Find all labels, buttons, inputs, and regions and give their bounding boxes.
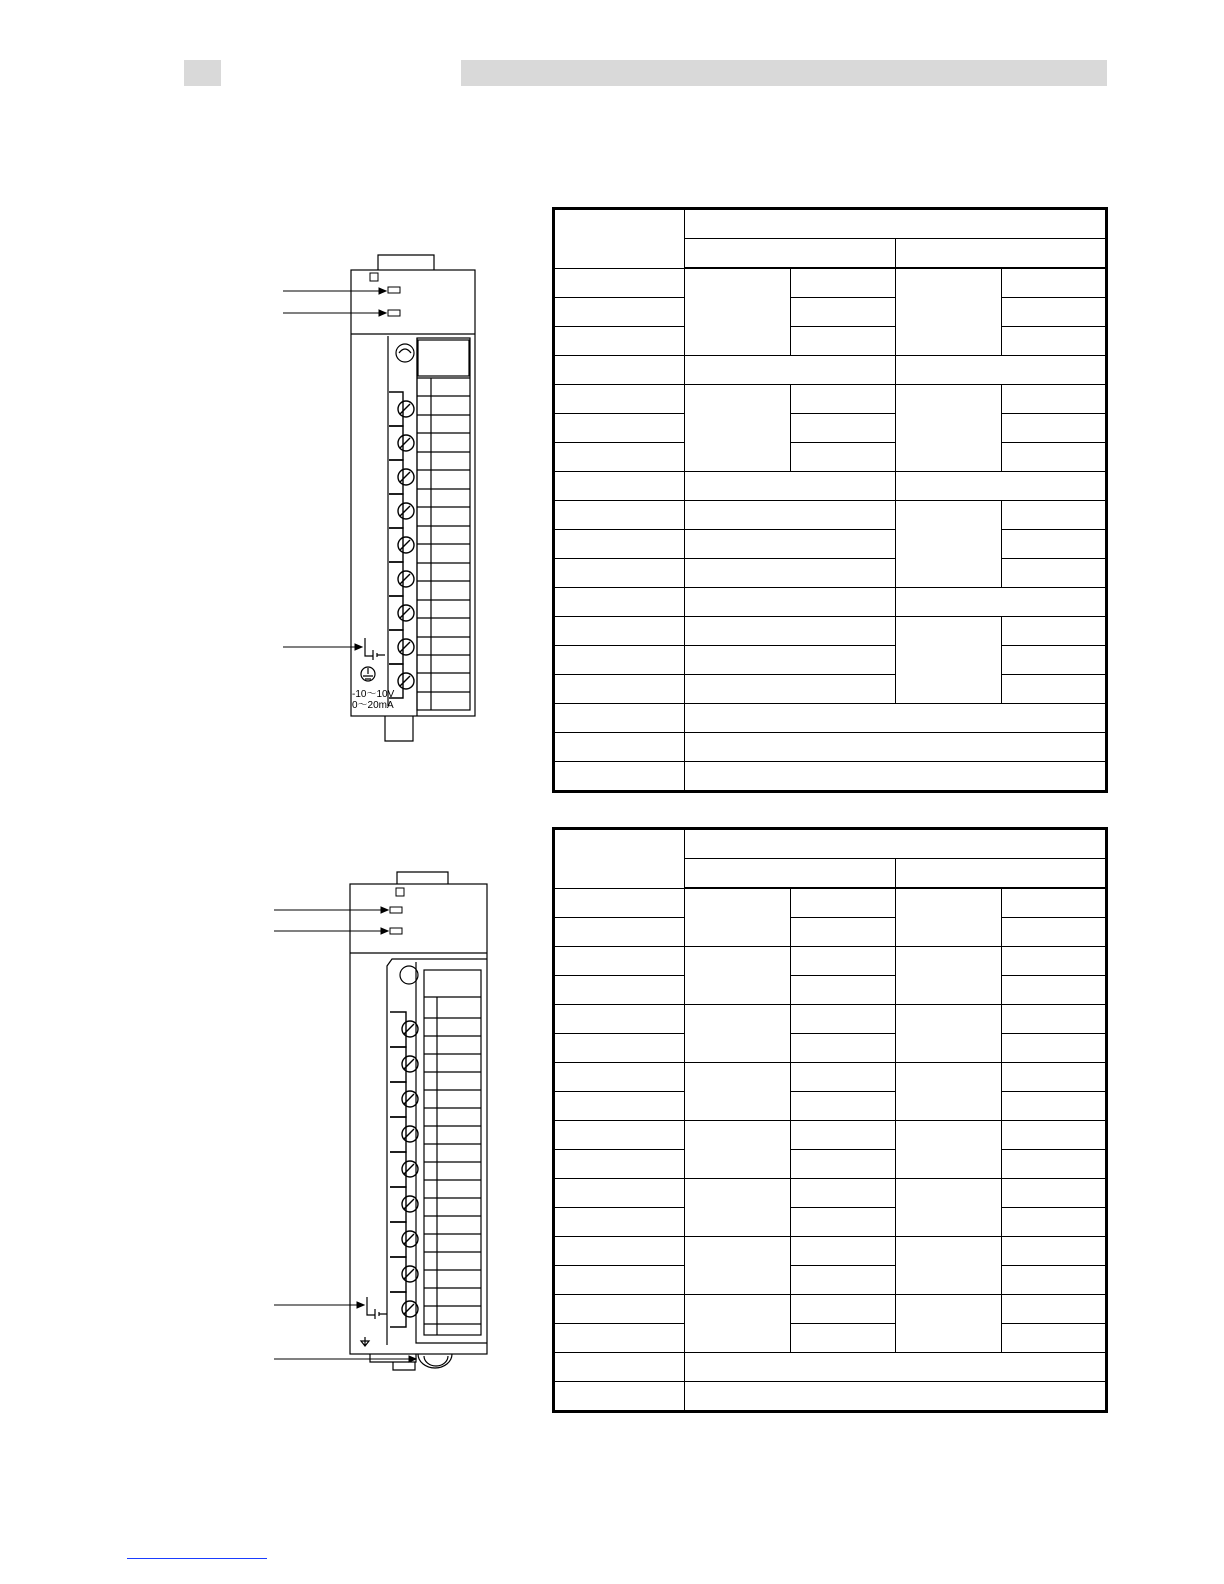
- table-row: [554, 1005, 1107, 1034]
- table-row: [554, 1121, 1107, 1150]
- table-row: [554, 298, 1107, 327]
- table-row: [554, 762, 1107, 792]
- table2-header-cell: [554, 829, 685, 889]
- table-row: [554, 947, 1107, 976]
- table-row: [554, 646, 1107, 675]
- table-row: [554, 918, 1107, 947]
- table-row: [554, 356, 1107, 385]
- table2-header-cell: [685, 859, 896, 889]
- table-row: [554, 976, 1107, 1005]
- table-row: [554, 1266, 1107, 1295]
- table-row: [554, 1179, 1107, 1208]
- table-row: [554, 385, 1107, 414]
- module-2: [350, 872, 487, 1370]
- table-row: [554, 1034, 1107, 1063]
- table-row: [554, 1092, 1107, 1121]
- footer-link-underline[interactable]: [127, 1558, 267, 1559]
- table-row: [554, 1150, 1107, 1179]
- table-row: [554, 733, 1107, 762]
- table-row: [554, 888, 1107, 918]
- table-row: [554, 530, 1107, 559]
- callout-arrows-1: [283, 288, 386, 650]
- table-row: [554, 1324, 1107, 1353]
- table-row: [554, 1295, 1107, 1324]
- range-label-current: 0～20mA: [352, 700, 394, 711]
- table2-header-cell: [896, 859, 1107, 889]
- table-row: [554, 472, 1107, 501]
- range-label: [352, 689, 394, 711]
- table-row: [554, 327, 1107, 356]
- table-row: [554, 414, 1107, 443]
- table-row: [554, 1353, 1107, 1382]
- table-row: [554, 268, 1107, 298]
- table-row: [554, 588, 1107, 617]
- spec-table-2: [552, 827, 1108, 1413]
- table-row: [554, 617, 1107, 646]
- table1-header-cell: [685, 239, 896, 269]
- table-row: [554, 1208, 1107, 1237]
- table1-header-cell: [685, 209, 1107, 239]
- table1-header-cell: [896, 239, 1107, 269]
- spec-table-1: [552, 207, 1108, 793]
- table-row: [554, 1382, 1107, 1412]
- module-1: [351, 255, 475, 741]
- table-row: [554, 1063, 1107, 1092]
- table-row: [554, 675, 1107, 704]
- table2-header-cell: [685, 829, 1107, 859]
- table-row: [554, 443, 1107, 472]
- callout-arrows-2: [274, 907, 416, 1362]
- table-row: [554, 501, 1107, 530]
- range-label-voltage: -10～10V: [352, 689, 395, 700]
- table1-header-cell: [554, 209, 685, 269]
- table-row: [554, 559, 1107, 588]
- table-row: [554, 1237, 1107, 1266]
- table-row: [554, 704, 1107, 733]
